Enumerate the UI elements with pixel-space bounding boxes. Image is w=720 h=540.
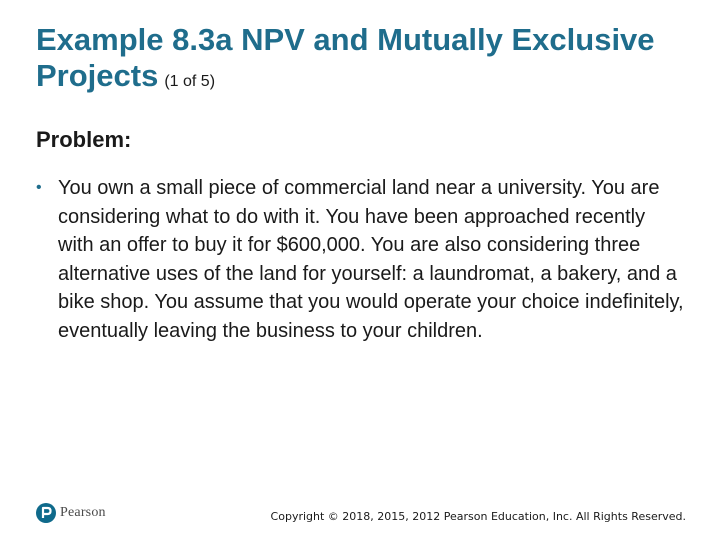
footer	[0, 496, 720, 536]
bullet-marker: •	[36, 179, 42, 196]
slide-title	[36, 22, 676, 100]
bullet-text: You own a small piece of commercial land near a university. You are considering what to do with it. You have been approached recently with an offer to buy it for $600,000. You are also considering three alternative uses of the land for yourself: a laundromat, a bakery, and a bike shop. You assume that you would operate your choice indefinitely, eventually leaving the business to your children.	[58, 177, 684, 342]
bullet-item	[36, 174, 686, 346]
problem-heading: Problem:	[36, 127, 132, 152]
bullet-list	[36, 174, 686, 346]
pearson-logo-text: Pearson	[60, 505, 106, 520]
copyright-notice: Copyright © 2018, 2015, 2012 Pearson Education, Inc. All Rights Reserved.	[270, 510, 686, 523]
pearson-p-icon	[36, 503, 56, 523]
slide-title-counter: (1 of 5)	[164, 73, 216, 90]
pearson-logo	[36, 502, 106, 524]
slide-title-main: Example 8.3a NPV and Mutually Exclusive Projects	[36, 22, 655, 93]
